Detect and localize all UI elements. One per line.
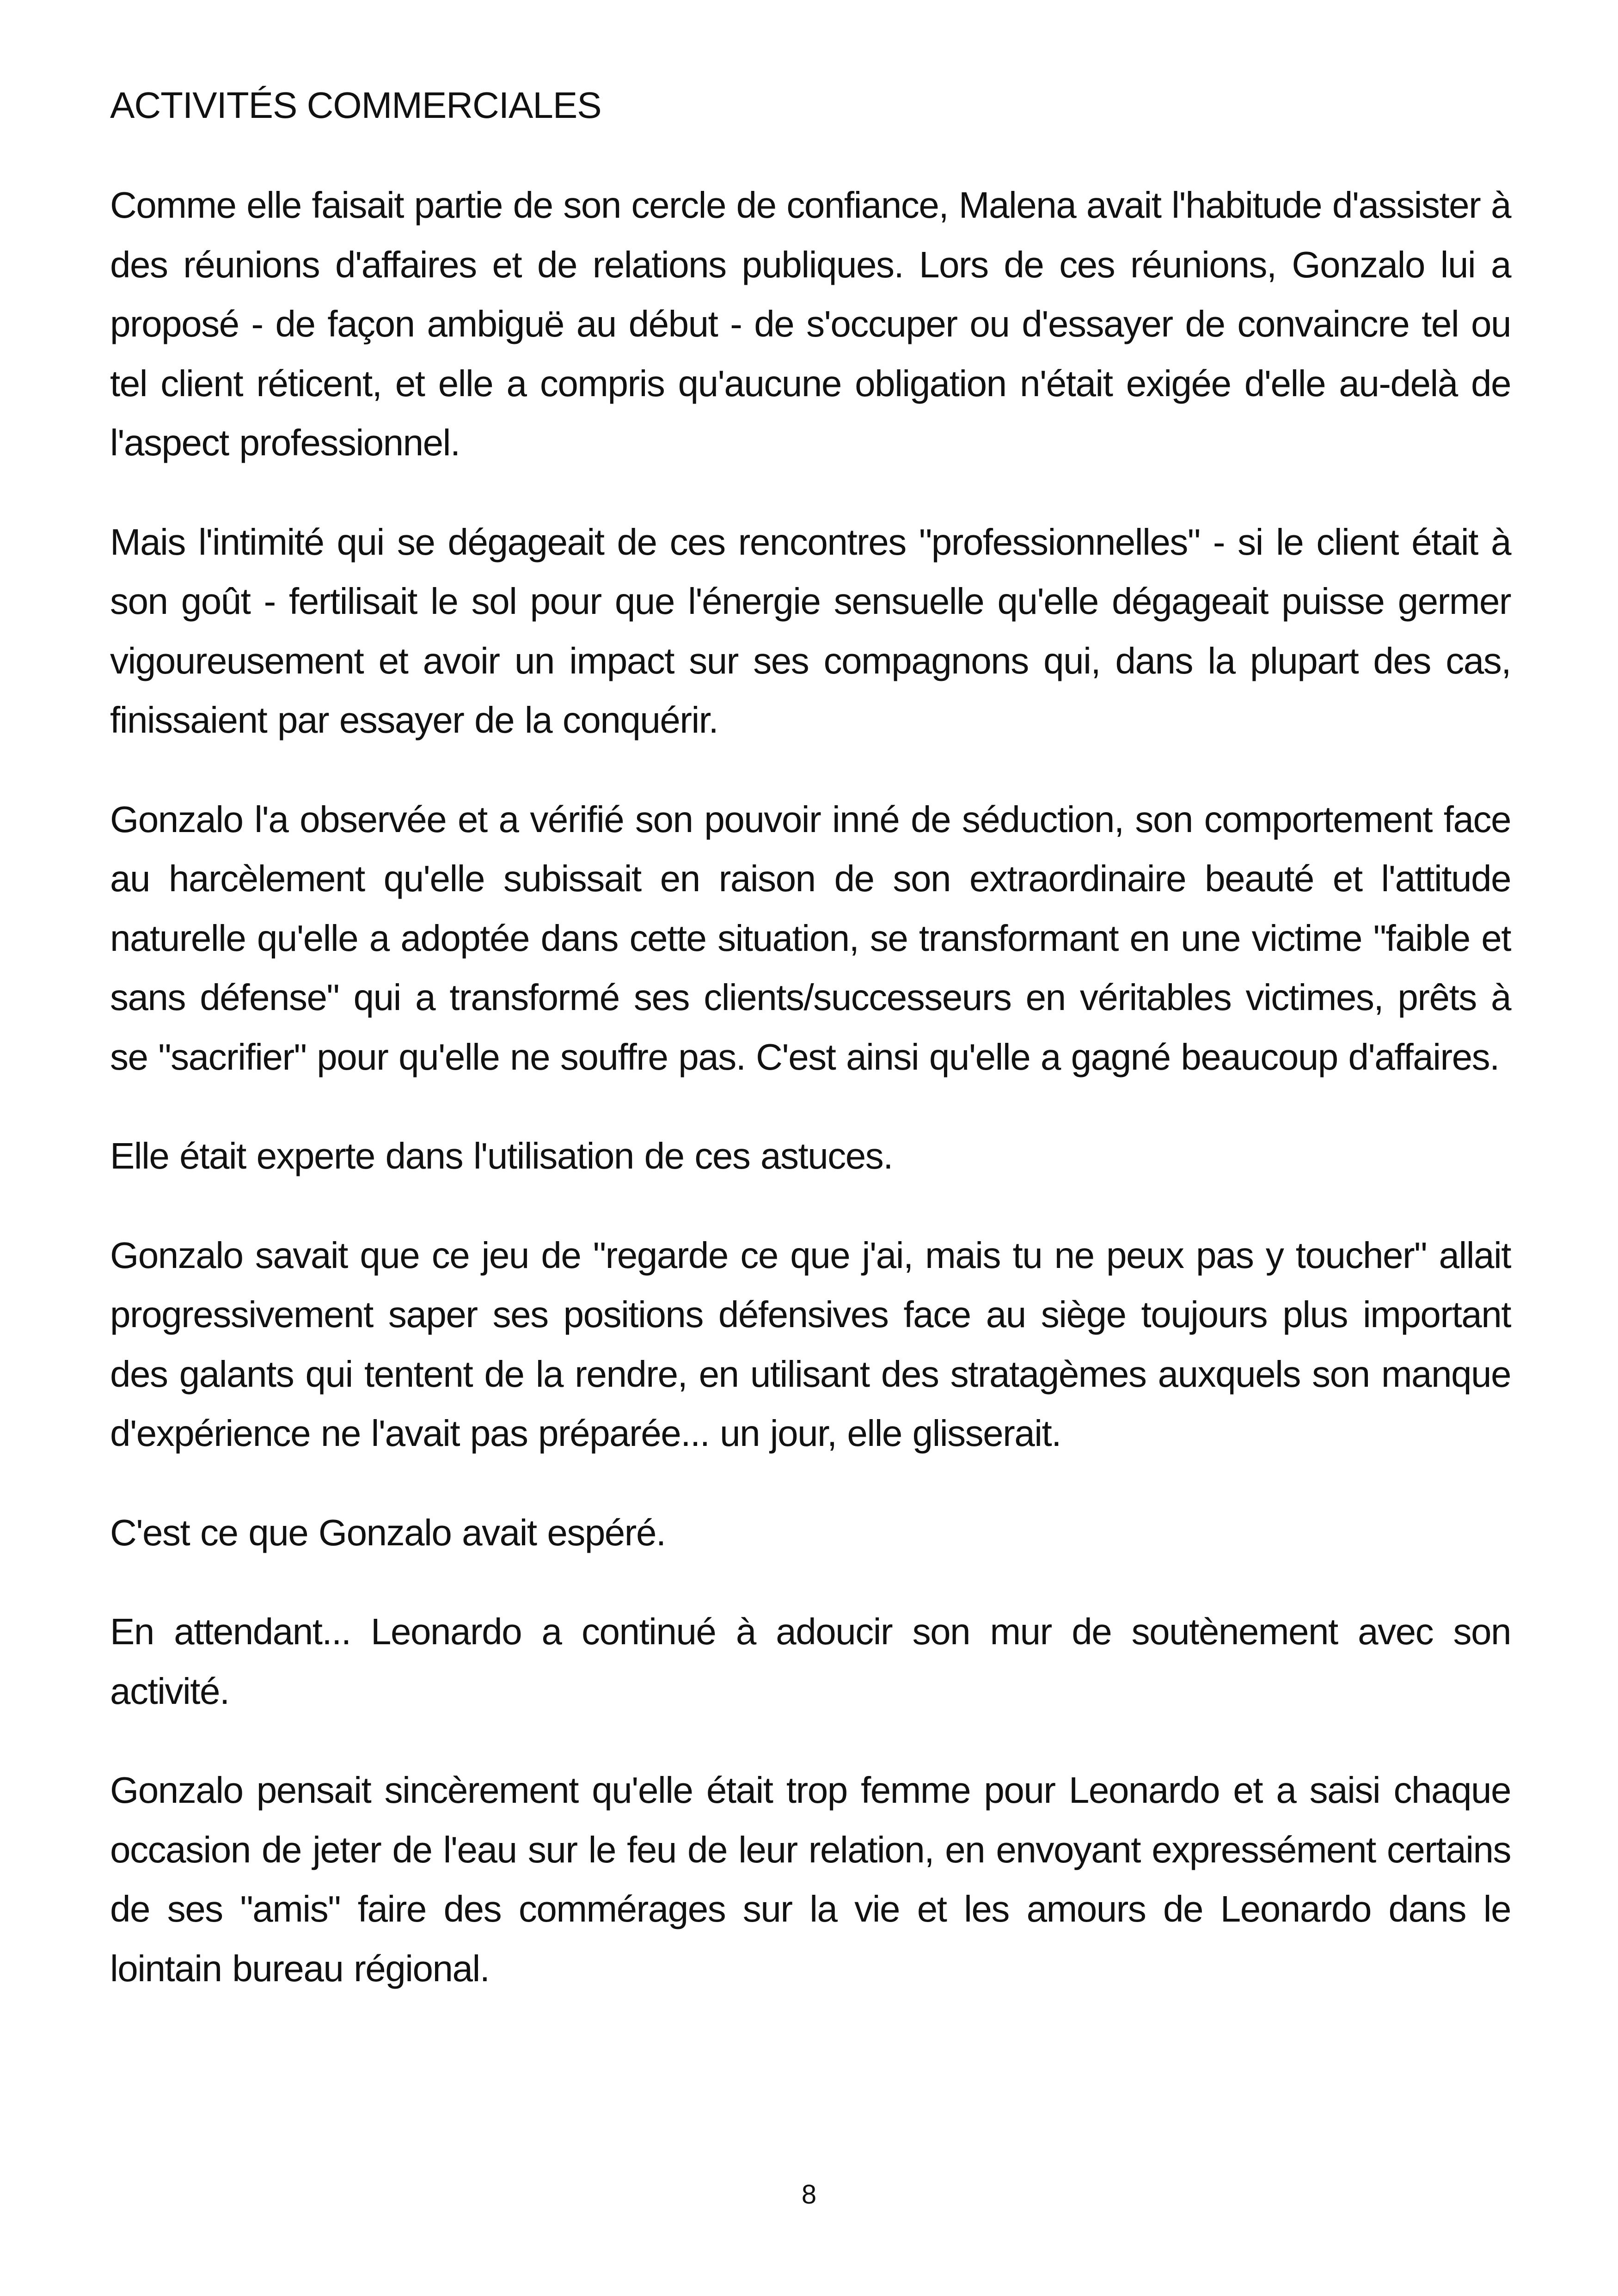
section-title: ACTIVITÉS COMMERCIALES: [110, 85, 601, 126]
paragraph-1: Comme elle faisait partie de son cercle de confiance, Malena avait l'habitude d'assister à des réunions d'affaires et de relations publiques. Lors de ces réunions, Gonzalo lui a proposé - de façon ambiguë au début - de s'occuper ou d'essayer de convaincre tel ou tel client réticent, et elle a compris qu'aucune obligation n'était exigée d'elle au-delà de l'aspect professionnel.: [110, 184, 1511, 463]
document-body: [110, 76, 1511, 1998]
paragraph-7: En attendant... Leonardo a continué à adoucir son mur de soutènement avec son activité.: [110, 1611, 1511, 1712]
paragraph-4: Elle était experte dans l'utilisation de ces astuces.: [110, 1135, 893, 1176]
paragraph-8: Gonzalo pensait sincèrement qu'elle était trop femme pour Leonardo et a saisi chaque occasion de jeter de l'eau sur le feu de leur relation, en envoyant expressément certains de ses "amis" faire des commérages sur la vie et les amours de Leonardo dans le lointain bureau régional.: [110, 1769, 1511, 1989]
paragraph-2: Mais l'intimité qui se dégageait de ces rencontres "professionnelles" - si le client était à son goût - fertilisait le sol pour que l'énergie sensuelle qu'elle dégageait puisse germer vigoureusement et avoir un impact sur ses compagnons qui, dans la plupart des cas, finissaient par essayer de la conquérir.: [110, 521, 1511, 741]
paragraph-3: Gonzalo l'a observée et a vérifié son pouvoir inné de séduction, son comportement face au harcèlement qu'elle subissait en raison de son extraordinaire beauté et l'attitude naturelle qu'elle a adoptée dans cette situation, se transformant en une victime "faible et sans défense" qui a transformé ses clients/successeurs en véritables victimes, prêts à se "sacrifier" pour qu'elle ne souffre pas. C'est ainsi qu'elle a gagné beaucoup d'affaires.: [110, 798, 1511, 1078]
paragraph-6: C'est ce que Gonzalo avait espéré.: [110, 1512, 666, 1553]
paragraph-5: Gonzalo savait que ce jeu de "regarde ce que j'ai, mais tu ne peux pas y toucher" allait progressivement saper ses positions défensives face au siège toujours plus important des galants qui tentent de la rendre, en utilisant des stratagèmes auxquels son manque d'expérience ne l'avait pas préparée... un jour, elle glisserait.: [110, 1234, 1511, 1454]
page-number: 8: [801, 2180, 817, 2210]
